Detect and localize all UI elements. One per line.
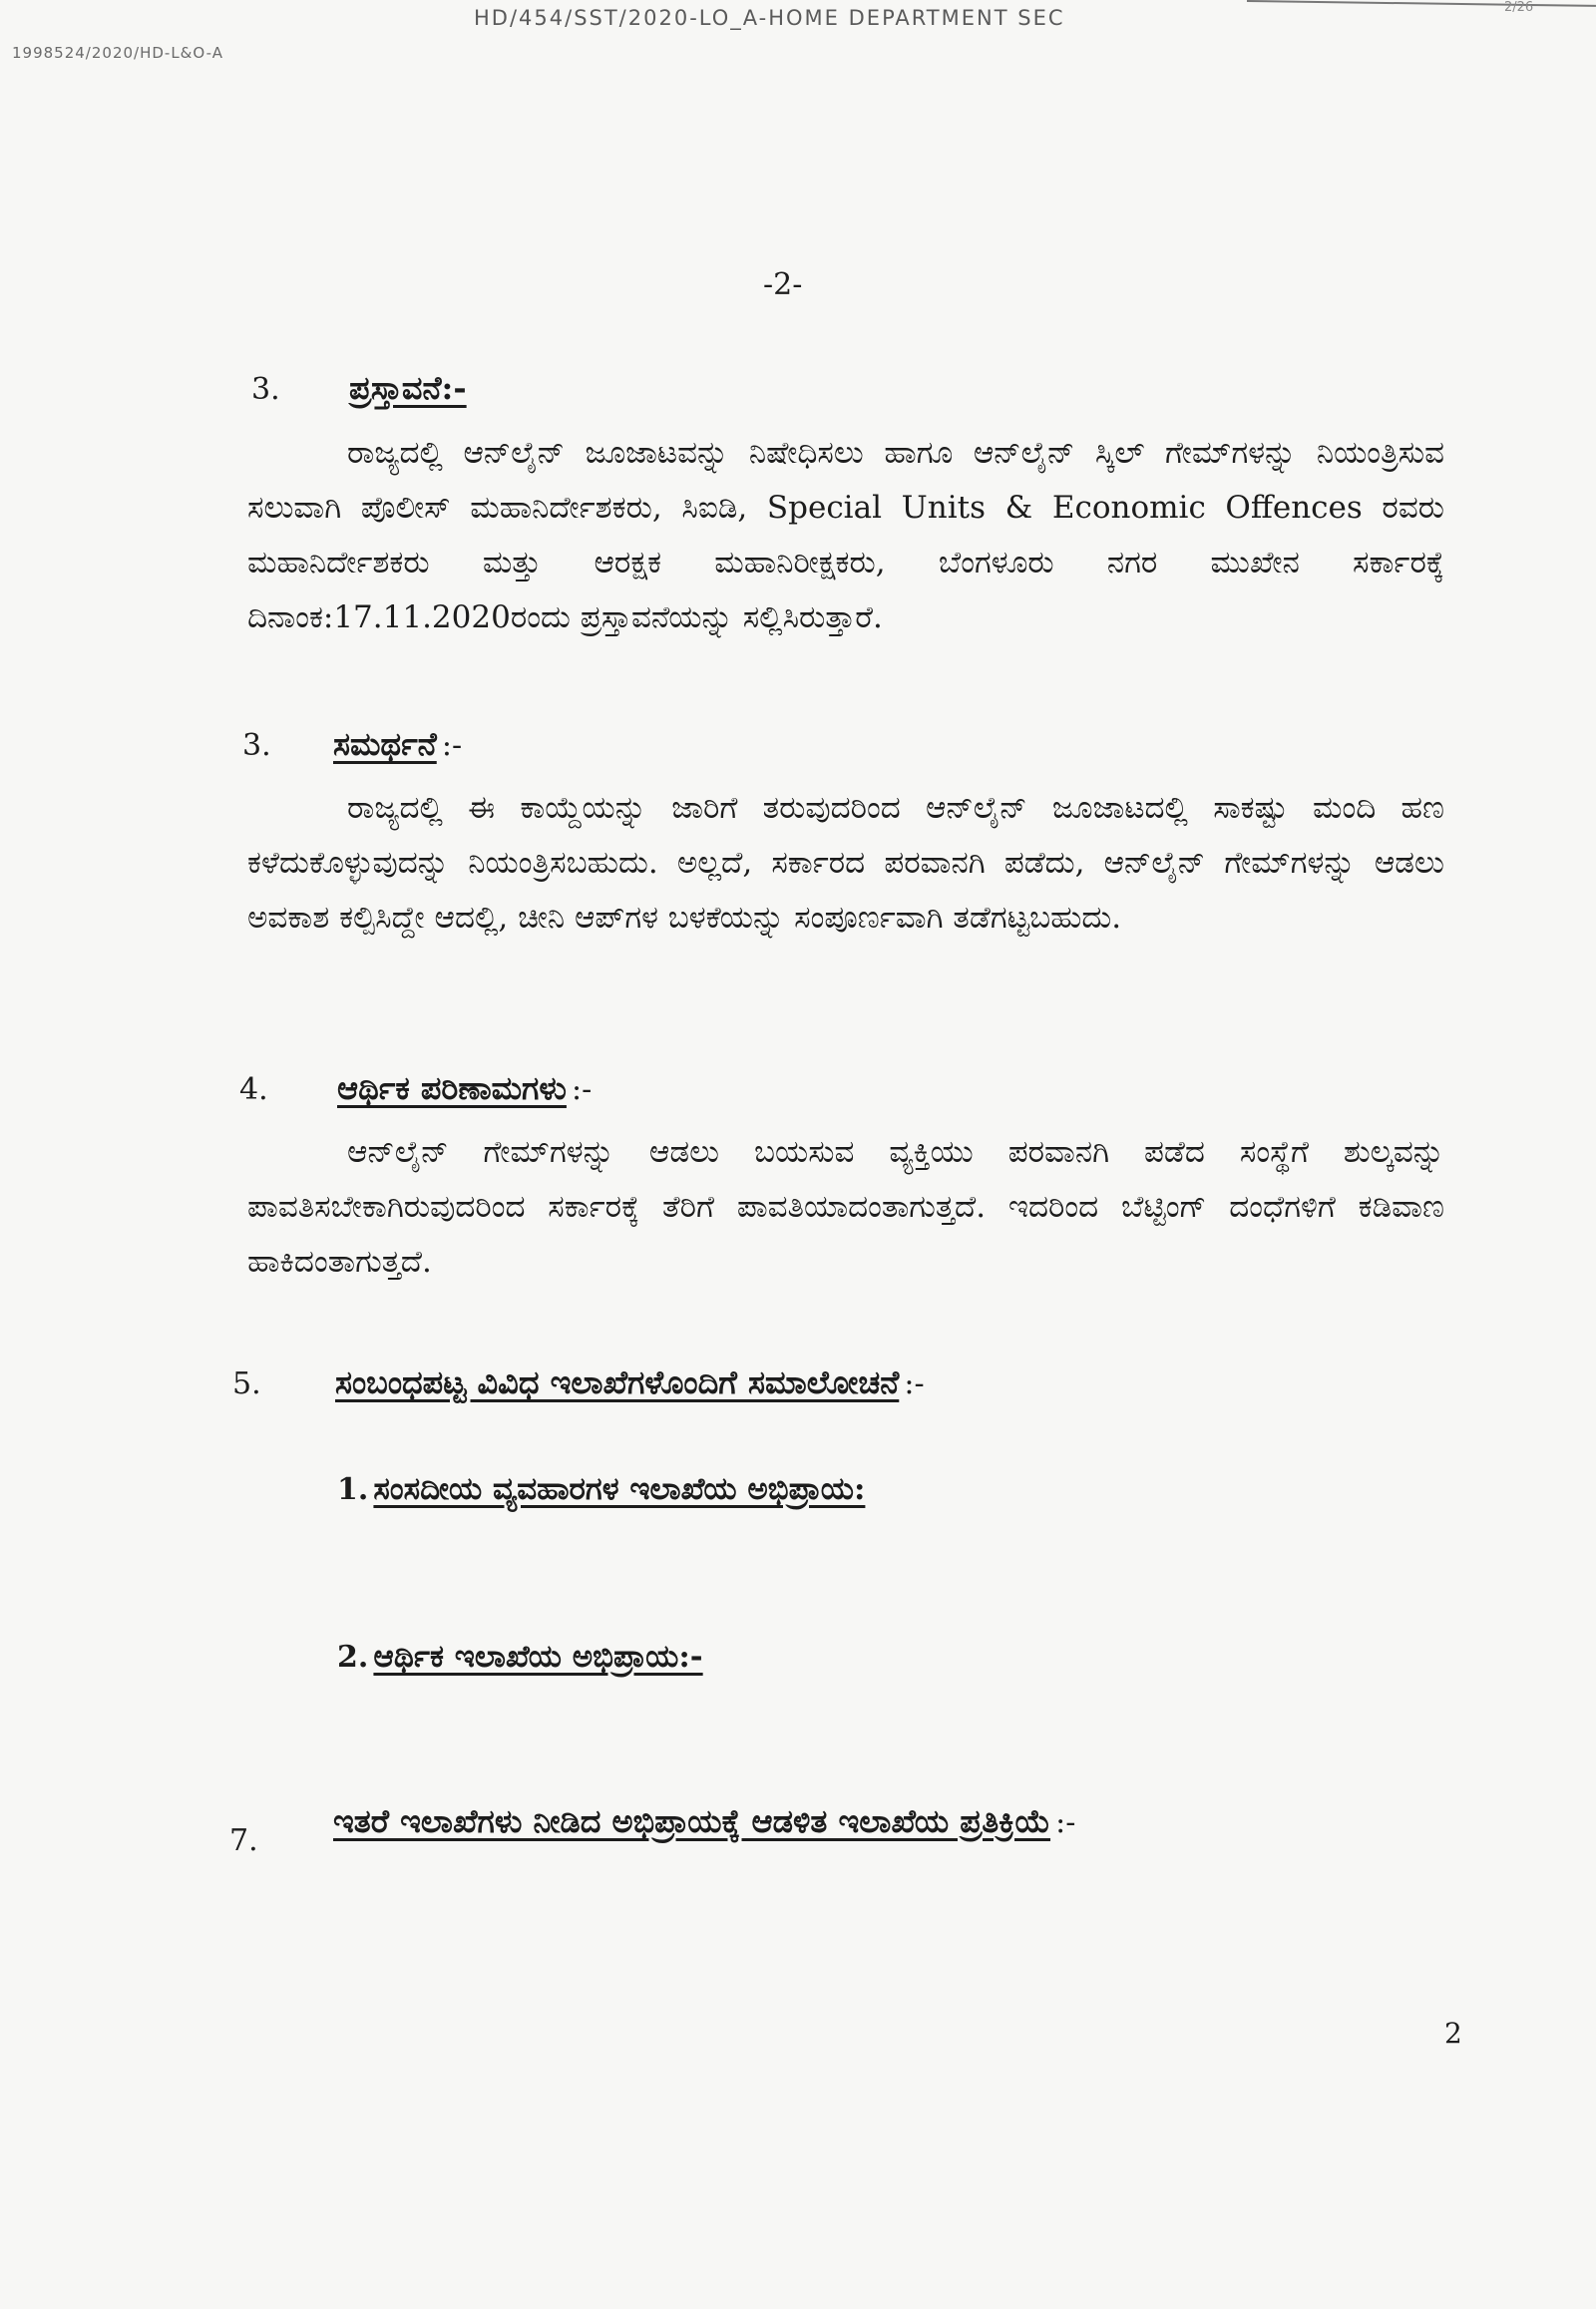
page-number: 2 [1444, 2017, 1462, 2050]
section-body-proposal [247, 426, 1444, 645]
section-number: 7. [229, 1823, 258, 1858]
file-number: 1998524/2020/HD-L&O-A [12, 44, 223, 62]
section-body-justification [247, 781, 1444, 946]
section-number: 3. [251, 372, 280, 407]
section-heading-text: ಇತರೆ ಇಲಾಖೆಗಳು ನೀಡಿದ ಅಭಿಪ್ರಾಯಕ್ಕೆ ಆಡಳಿತ ಇಲಾಖೆಯ ಪ್ರತಿಕ್ರಿಯೆ [333, 1802, 1051, 1840]
corner-mark: 2/26 [1504, 0, 1534, 15]
section-heading-justification [333, 725, 462, 764]
section-number: 4. [239, 1072, 268, 1107]
header-reference: HD/454/SST/2020-LO_A-HOME DEPARTMENT SEC [474, 6, 1065, 30]
heading-suffix: :- [904, 1366, 925, 1401]
subitem-number: 2. [337, 1640, 369, 1675]
section-heading-consultation [335, 1363, 925, 1402]
subitem-parliamentary-opinion [337, 1471, 865, 1508]
paragraph-text: ರಾಜ್ಯದಲ್ಲಿ ಆನ್‌ಲೈನ್ ಜೂಜಾಟವನ್ನು ನಿಷೇಧಿಸಲು ಹಾಗೂ ಆನ್‌ಲೈನ್ ಸ್ಕಿಲ್ ಗೇಮ್‌ಗಳನ್ನು ನಿಯಂತ್ರಿಸುವ ಸಲುವಾಗಿ ಪೊಲೀಸ್ ಮಹಾನಿರ್ದೇಶಕರು, ಸಿಐಡಿ, Special Units & Economic Offences ರವರು ಮಹಾನಿರ್ದೇಶಕರು ಮತ್ತು ಆರಕ್ಷಕ ಮಹಾನಿರೀಕ್ಷಕರು, ಬೆಂಗಳೂರು ನಗರ ಮುಖೇನ ಸರ್ಕಾರಕ್ಕೆ ದಿನಾಂಕ:17.11.2020ರಂದು ಪ್ರಸ್ತಾವನೆಯನ್ನು ಸಲ್ಲಿಸಿರುತ್ತಾರೆ. [247, 435, 1444, 635]
subitem-label: ಆರ್ಥಿಕ ಇಲಾಖೆಯ ಅಭಿಪ್ರಾಯ:- [373, 1639, 703, 1675]
section-heading-text: ಸಮರ್ಥನೆ [333, 725, 437, 763]
section-heading-text: ಆರ್ಥಿಕ ಪರಿಣಾಮಗಳು [337, 1069, 567, 1107]
section-heading-financial [337, 1069, 592, 1108]
subitem-number: 1. [337, 1472, 369, 1507]
paragraph-text: ರಾಜ್ಯದಲ್ಲಿ ಈ ಕಾಯ್ದೆಯನ್ನು ಜಾರಿಗೆ ತರುವುದರಿಂದ ಆನ್‌ಲೈನ್ ಜೂಜಾಟದಲ್ಲಿ ಸಾಕಷ್ಟು ಮಂದಿ ಹಣ ಕಳೆದುಕೊಳ್ಳುವುದನ್ನು ನಿಯಂತ್ರಿಸಬಹುದು. ಅಲ್ಲದೆ, ಸರ್ಕಾರದ ಪರವಾನಗಿ ಪಡೆದು, ಆನ್‌ಲೈನ್ ಗೇಮ್‌ಗಳನ್ನು ಆಡಲು ಅವಕಾಶ ಕಲ್ಪಿಸಿದ್ದೇ ಆದಲ್ಲಿ, ಚೀನಿ ಆಪ್‌ಗಳ ಬಳಕೆಯನ್ನು ಸಂಪೂರ್ಣವಾಗಿ ತಡೆಗಟ್ಟಬಹುದು. [247, 790, 1444, 936]
section-number: 5. [232, 1366, 261, 1401]
heading-suffix: :- [441, 728, 463, 763]
subitem-label: ಸಂಸದೀಯ ವ್ಯವಹಾರಗಳ ಇಲಾಖೆಯ ಅಭಿಪ್ರಾಯ: [373, 1471, 866, 1507]
section-heading-response [333, 1802, 1075, 1841]
section-heading-text: ಪ್ರಸ್ತಾವನೆ:- [349, 369, 467, 407]
section-number: 3. [242, 728, 271, 763]
page-marker: -2- [763, 267, 803, 302]
heading-suffix: :- [1055, 1805, 1076, 1840]
heading-suffix: :- [572, 1072, 593, 1107]
section-heading-proposal [349, 369, 467, 408]
subitem-finance-opinion [337, 1639, 703, 1676]
section-body-financial [247, 1125, 1444, 1290]
paragraph-text: ಆನ್‌ಲೈನ್ ಗೇಮ್‌ಗಳನ್ನು ಆಡಲು ಬಯಸುವ ವ್ಯಕ್ತಿಯು ಪರವಾನಗಿ ಪಡೆದ ಸಂಸ್ಥೆಗೆ ಶುಲ್ಕವನ್ನು ಪಾವತಿಸಬೇಕಾಗಿರುವುದರಿಂದ ಸರ್ಕಾರಕ್ಕೆ ತೆರಿಗೆ ಪಾವತಿಯಾದಂತಾಗುತ್ತದೆ. ಇದರಿಂದ ಬೆಟ್ಟಿಂಗ್ ದಂಧೆಗಳಿಗೆ ಕಡಿವಾಣ ಹಾಕಿದಂತಾಗುತ್ತದೆ. [247, 1134, 1444, 1280]
scan-edge-line [1247, 0, 1596, 7]
section-heading-text: ಸಂಬಂಧಪಟ್ಟ ವಿವಿಧ ಇಲಾಖೆಗಳೊಂದಿಗೆ ಸಮಾಲೋಚನೆ [335, 1363, 900, 1401]
